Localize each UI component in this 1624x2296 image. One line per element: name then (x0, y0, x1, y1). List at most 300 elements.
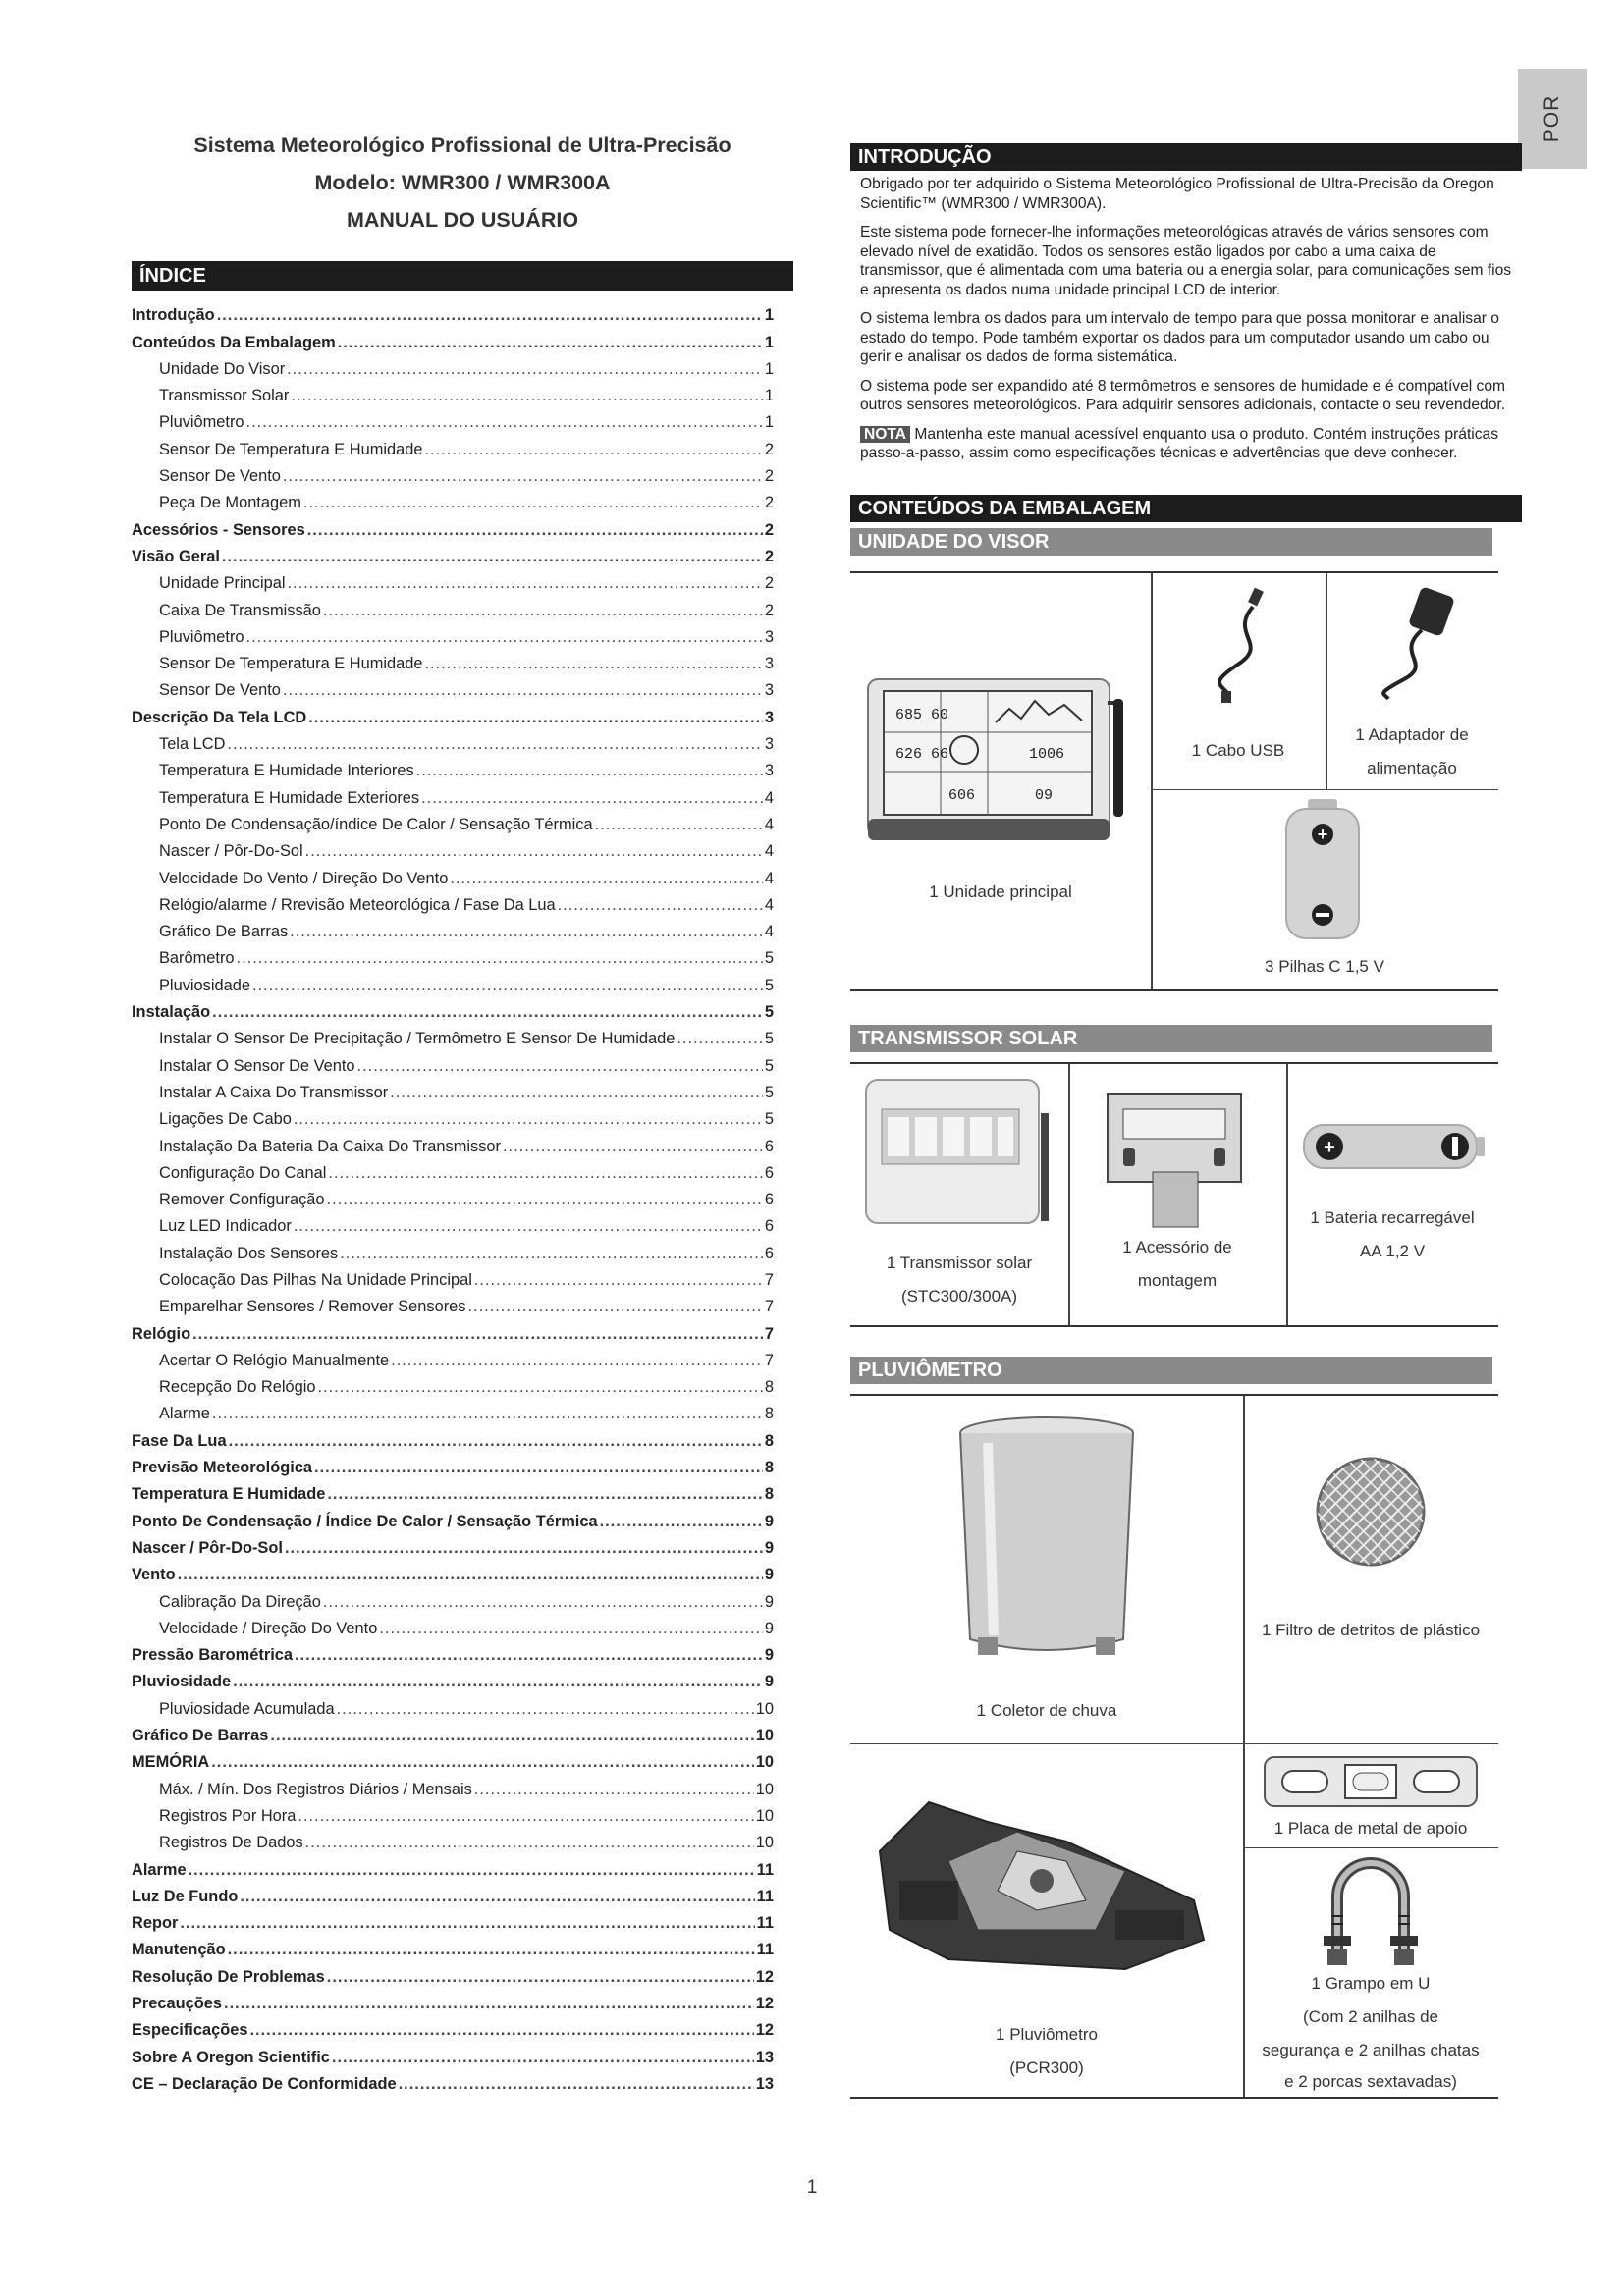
toc-entry-label: Alarme (159, 1405, 210, 1423)
toc-entry[interactable] (132, 700, 793, 726)
toc-leader-dots (337, 1700, 754, 1719)
toc-leader-dots (399, 2075, 754, 2094)
toc-entry[interactable] (132, 780, 793, 807)
toc-entry[interactable] (132, 1183, 793, 1209)
index-heading: ÍNDICE (132, 261, 793, 291)
toc-entry[interactable] (132, 1933, 793, 1959)
toc-leader-dots (323, 602, 763, 620)
toc-leader-dots (328, 1164, 762, 1183)
toc-entry-page: 7 (764, 1298, 774, 1316)
toc-entry-page: 3 (764, 735, 774, 754)
rain-collector-cell (850, 1396, 1243, 1743)
toc-entry-page: 9 (764, 1538, 774, 1557)
toc-leader-dots (227, 735, 762, 754)
toc-entry-page: 6 (764, 1191, 774, 1209)
power-adapter-label-2: alimentação (1367, 758, 1457, 777)
toc-leader-dots (246, 413, 763, 432)
toc-entry[interactable] (132, 1799, 793, 1826)
toc-entry-page: 5 (764, 1083, 774, 1101)
toc-entry-label: Relógio/alarme / Rrevisão Meteorológica / Fase Da Lua (159, 895, 556, 914)
solar-transmitter-image (862, 1074, 1058, 1231)
toc-entry[interactable] (132, 1022, 793, 1048)
toc-entry-page: 8 (764, 1405, 774, 1423)
c-batteries-label: 3 Pilhas C 1,5 V (1265, 956, 1384, 976)
toc-leader-dots (246, 628, 763, 647)
toc-entry[interactable] (132, 1826, 793, 1852)
toc-leader-dots (228, 1941, 755, 1959)
toc-entry[interactable] (132, 459, 793, 486)
toc-leader-dots (178, 1566, 763, 1584)
toc-entry-page: 11 (756, 1860, 774, 1879)
toc-entry-label: Pressão Barométrica (132, 1646, 293, 1665)
toc-entry[interactable] (132, 1048, 793, 1075)
u-clamp-label-3: segurança e 2 anilhas chatas (1262, 2040, 1480, 2059)
toc-entry-page: 5 (764, 976, 774, 994)
toc-leader-dots (327, 1968, 754, 1987)
toc-entry-label: Registros De Dados (159, 1834, 303, 1852)
toc-entry[interactable] (132, 1531, 793, 1558)
toc-entry-page: 3 (764, 627, 774, 646)
toc-entry[interactable] (132, 1987, 793, 2013)
toc-entry-label: Máx. / Mín. Dos Registros Diários / Mensais (159, 1780, 472, 1798)
toc-entry-label: Ligações De Cabo (159, 1110, 292, 1129)
toc-entry-label: Descrição Da Tela LCD (132, 708, 307, 726)
toc-entry-page: 3 (764, 762, 774, 780)
toc-entry[interactable] (132, 540, 793, 566)
toc-entry-label: CE – Declaração De Conformidade (132, 2074, 397, 2093)
lcd-reading-4: 1006 (1029, 745, 1065, 763)
toc-entry[interactable] (132, 1906, 793, 1933)
main-unit-label: 1 Unidade principal (929, 881, 1072, 901)
toc-leader-dots (391, 1352, 763, 1370)
toc-entry-label: Instalação (132, 1003, 211, 1022)
toc-entry-page: 7 (764, 1270, 774, 1289)
svg-text:+: + (1324, 1136, 1335, 1158)
toc-entry[interactable] (132, 673, 793, 700)
toc-leader-dots (294, 1217, 763, 1236)
toc-entry[interactable] (132, 1477, 793, 1504)
power-adapter-icon (1365, 585, 1463, 703)
toc-entry-page: 1 (764, 413, 774, 432)
toc-leader-dots (285, 1539, 763, 1558)
toc-leader-dots (270, 1727, 753, 1745)
power-adapter-label-1: 1 Adaptador de (1355, 724, 1469, 744)
toc-entry-label: Colocação Das Pilhas Na Unidade Principal (159, 1270, 472, 1289)
toc-entry[interactable] (132, 1236, 793, 1262)
toc-leader-dots (217, 306, 763, 325)
toc-leader-dots (327, 1191, 763, 1209)
toc-entry[interactable] (132, 1959, 793, 1986)
toc-leader-dots (211, 1753, 754, 1772)
toc-leader-dots (340, 1245, 763, 1263)
toc-entry[interactable] (132, 1612, 793, 1638)
toc-entry-label: Previsão Meteorológica (132, 1459, 313, 1477)
toc-entry[interactable] (132, 941, 793, 968)
toc-entry-page: 1 (764, 387, 774, 405)
toc-entry[interactable] (132, 512, 793, 539)
toc-entry[interactable] (132, 1370, 793, 1397)
u-clamp-label-4: e 2 porcas sextavadas) (1284, 2071, 1457, 2091)
toc-entry[interactable] (132, 1129, 793, 1155)
toc-entry-label: Gráfico De Barras (132, 1727, 269, 1745)
c-battery-icon (1278, 797, 1367, 944)
toc-entry[interactable] (132, 486, 793, 512)
intro-paragraph-1: Obrigado por ter adquirido o Sistema Meteorológico Profissional de Ultra-Precisão da Oregon Scientific™ (WMR300 / WMR300A). (860, 176, 1494, 212)
toc-entry-page: 5 (764, 1003, 774, 1022)
support-plate-image (1263, 1755, 1479, 1808)
toc-entry[interactable] (132, 1397, 793, 1423)
u-clamp-cell (1243, 1847, 1498, 2097)
toc-entry[interactable] (132, 861, 793, 887)
toc-entry-label: Caixa De Transmissão (159, 601, 321, 619)
toc-entry-label: Unidade Principal (159, 574, 286, 593)
toc-leader-dots (595, 816, 763, 834)
toc-entry-page: 2 (764, 601, 774, 619)
toc-entry[interactable] (132, 1344, 793, 1370)
product-title: Sistema Meteorológico Profissional de Ultra-Precisão (193, 133, 731, 157)
toc-entry-page: 2 (764, 574, 774, 593)
toc-entry[interactable] (132, 1880, 793, 1906)
toc-leader-dots (287, 574, 762, 593)
rain-gauge-contents-grid (850, 1394, 1498, 2099)
toc-entry-page: 3 (764, 708, 774, 726)
debris-filter-image (1314, 1455, 1428, 1569)
toc-entry-page: 2 (764, 520, 774, 539)
toc-entry-label: Instalar O Sensor De Precipitação / Termômetro E Sensor De Humidade (159, 1030, 676, 1048)
toc-entry[interactable] (132, 1584, 793, 1611)
lcd-reading-3: 606 (948, 786, 976, 804)
toc-leader-dots (357, 1057, 763, 1076)
toc-entry-page: 4 (764, 842, 774, 861)
display-unit-image (862, 673, 1127, 850)
toc-entry[interactable] (132, 1290, 793, 1316)
toc-entry-page: 5 (764, 1056, 774, 1075)
toc-entry-label: Barômetro (159, 949, 235, 968)
toc-entry-page: 2 (764, 467, 774, 486)
rain-gauge-label-2: (PCR300) (1009, 2057, 1084, 2077)
toc-entry[interactable] (132, 566, 793, 593)
toc-entry-page: 9 (764, 1619, 774, 1637)
toc-entry-label: Configuração Do Canal (159, 1163, 327, 1182)
toc-entry[interactable] (132, 727, 793, 754)
toc-entry[interactable] (132, 1451, 793, 1477)
toc-leader-dots (600, 1513, 763, 1531)
toc-entry-label: Pluviômetro (159, 627, 244, 646)
toc-entry[interactable] (132, 1076, 793, 1102)
toc-entry[interactable] (132, 1691, 793, 1718)
toc-entry-label: Conteúdos Da Embalagem (132, 333, 336, 351)
toc-entry[interactable] (132, 647, 793, 673)
toc-entry-page: 10 (755, 1699, 774, 1718)
toc-leader-dots (332, 2049, 754, 2067)
toc-leader-dots (503, 1138, 763, 1156)
toc-leader-dots (283, 467, 763, 486)
toc-leader-dots (290, 923, 763, 941)
toc-leader-dots (295, 1646, 763, 1665)
toc-entry-label: Especificações (132, 2021, 248, 2040)
lcd-reading-1: 685 60 (895, 706, 949, 723)
toc-entry[interactable] (132, 888, 793, 915)
toc-entry[interactable] (132, 1504, 793, 1530)
language-tab-label: POR (1541, 94, 1563, 143)
toc-entry-page: 2 (764, 494, 774, 512)
toc-entry-page: 7 (764, 1324, 774, 1343)
toc-leader-dots (305, 842, 763, 861)
toc-entry-page: 12 (755, 1967, 774, 1986)
toc-entry-page: 8 (764, 1459, 774, 1477)
toc-entry-label: Recepção Do Relógio (159, 1378, 316, 1397)
toc-entry-page: 13 (755, 2048, 774, 2066)
toc-entry-label: Manutenção (132, 1941, 226, 1959)
toc-entry-page: 1 (764, 333, 774, 351)
toc-entry-label: Temperatura E Humidade Interiores (159, 762, 414, 780)
u-clamp-label-2: (Com 2 anilhas de (1303, 2006, 1438, 2026)
toc-entry-page: 6 (764, 1244, 774, 1262)
toc-entry[interactable] (132, 1665, 793, 1691)
left-column (132, 130, 793, 2094)
rain-collector-image (948, 1414, 1145, 1669)
toc-leader-dots (294, 1110, 763, 1129)
toc-entry-page: 11 (756, 1941, 774, 1959)
solar-transmitter-cell (850, 1064, 1068, 1325)
toc-entry-page: 6 (764, 1137, 774, 1155)
intro-paragraph-3: O sistema lembra os dados para um intervalo de tempo para que possa monitorar e analisar o estado do tempo. Pode também exportar os dados para um computador usando um cabo ou gerir e analisar os dados de forma sistemática. (860, 310, 1499, 365)
toc-entry-label: Registros Por Hora (159, 1806, 297, 1825)
toc-entry-page: 9 (764, 1592, 774, 1611)
mounting-accessory-label-1: 1 Acessório de (1122, 1237, 1232, 1256)
nota-text: Mantenha este manual acessível enquanto usa o produto. Contém instruções práticas passo-a-passo, assim como especificações técnicas e advertências que deve conhecer. (860, 425, 1499, 461)
toc-leader-dots (305, 1834, 754, 1852)
toc-leader-dots (291, 387, 763, 405)
toc-leader-dots (314, 1459, 763, 1477)
toc-leader-dots (237, 949, 763, 968)
toc-entry-page: 8 (764, 1485, 774, 1504)
toc-entry-page: 5 (764, 949, 774, 968)
usb-cable-icon (1200, 585, 1278, 703)
toc-entry[interactable] (132, 1316, 793, 1343)
toc-entry-label: Emparelhar Sensores / Remover Sensores (159, 1298, 466, 1316)
intro-heading: INTRODUÇÃO (850, 143, 1522, 171)
toc-entry-label: Sensor De Temperatura E Humidade (159, 655, 423, 673)
nota (860, 425, 1522, 463)
toc-leader-dots (212, 1405, 763, 1423)
toc-entry-page: 5 (764, 1110, 774, 1129)
toc-leader-dots (308, 709, 763, 727)
toc-entry[interactable] (132, 1772, 793, 1798)
toc-entry-label: Repor (132, 1914, 179, 1933)
toc-entry[interactable] (132, 379, 793, 405)
toc-entry[interactable] (132, 915, 793, 941)
solar-heading: TRANSMISSOR SOLAR (850, 1025, 1492, 1052)
toc-entry-label: Transmissor Solar (159, 387, 290, 405)
toc-entry-label: Sobre A Oregon Scientific (132, 2048, 330, 2066)
toc-entry-label: Introdução (132, 306, 215, 325)
toc-leader-dots (327, 1485, 763, 1504)
toc-entry-page: 2 (764, 547, 774, 565)
toc-leader-dots (287, 360, 763, 379)
toc-entry-page: 9 (764, 1566, 774, 1584)
toc-entry-label: Acertar O Relógio Manualmente (159, 1351, 390, 1369)
toc-entry-label: Velocidade Do Vento / Direção Do Vento (159, 869, 449, 887)
page-number: 1 (806, 2177, 818, 2198)
visor-contents-grid (850, 571, 1498, 991)
toc-entry[interactable] (132, 1719, 793, 1745)
toc-entry[interactable] (132, 834, 793, 861)
lcd-reading-5: 09 (1035, 786, 1054, 804)
toc-leader-dots (249, 2021, 753, 2040)
toc-entry-page: 1 (764, 306, 774, 325)
rain-gauge-heading: PLUVIÔMETRO (850, 1357, 1492, 1384)
svg-text:+: + (1317, 824, 1328, 844)
toc-leader-dots (192, 1325, 763, 1344)
mounting-accessory-image (1098, 1084, 1255, 1231)
toc-entry-label: Instalar O Sensor De Vento (159, 1056, 355, 1075)
toc-entry[interactable] (132, 2040, 793, 2066)
toc-entry-page: 5 (764, 1030, 774, 1048)
toc-entry[interactable] (132, 754, 793, 780)
rain-gauge-image (870, 1783, 1223, 1979)
toc-leader-dots (240, 1888, 754, 1906)
toc-leader-dots (424, 655, 762, 673)
toc-entry-label: Pluviômetro (159, 413, 244, 432)
toc-entry-label: Fase Da Lua (132, 1431, 227, 1450)
toc-leader-dots (222, 548, 763, 566)
toc-leader-dots (212, 1003, 763, 1022)
language-tab (1518, 69, 1587, 169)
toc-entry[interactable] (132, 1156, 793, 1183)
toc-entry[interactable] (132, 1209, 793, 1236)
toc-entry-page: 9 (764, 1512, 774, 1530)
toc-entry-label: Alarme (132, 1860, 187, 1879)
toc-leader-dots (474, 1781, 754, 1799)
toc-leader-dots (298, 1807, 753, 1826)
toc-leader-dots (303, 494, 763, 512)
toc-entry-label: Resolução De Problemas (132, 1967, 325, 1986)
toc-entry-page: 6 (764, 1217, 774, 1236)
toc-entry[interactable] (132, 1558, 793, 1584)
toc-leader-dots (421, 789, 763, 808)
toc-entry[interactable] (132, 2013, 793, 2040)
toc-entry-label: Ponto De Condensação/índice De Calor / Sensação Térmica (159, 815, 593, 833)
u-clamp-label-1: 1 Grampo em U (1311, 1973, 1431, 1993)
toc-entry[interactable] (132, 352, 793, 379)
toc-leader-dots (317, 1378, 762, 1397)
debris-filter-cell (1243, 1396, 1498, 1743)
toc-leader-dots (379, 1620, 763, 1638)
toc-leader-dots (229, 1432, 763, 1451)
toc-entry[interactable] (132, 405, 793, 432)
toc-entry[interactable] (132, 1423, 793, 1450)
toc-entry-page: 10 (755, 1806, 774, 1825)
toc-leader-dots (677, 1030, 763, 1048)
toc-entry-label: Sensor De Vento (159, 681, 281, 700)
toc-entry-page: 10 (755, 1834, 774, 1852)
toc-leader-dots (424, 441, 762, 459)
toc-entry-label: Instalação Dos Sensores (159, 1244, 339, 1262)
toc-entry-page: 4 (764, 788, 774, 807)
toc-entry[interactable] (132, 1102, 793, 1129)
toc-entry-page: 6 (764, 1163, 774, 1182)
toc-entry[interactable] (132, 325, 793, 351)
toc-leader-dots (224, 1995, 754, 2013)
lcd-reading-2: 626 66 (895, 745, 949, 763)
toc-leader-dots (323, 1593, 763, 1612)
visor-heading: UNIDADE DO VISOR (850, 528, 1492, 556)
usb-cable-label: 1 Cabo USB (1191, 740, 1285, 760)
power-adapter-cell (1326, 573, 1498, 789)
toc-entry[interactable] (132, 432, 793, 458)
u-clamp-image (1312, 1857, 1430, 1975)
toc-entry-label: Acessórios - Sensores (132, 520, 305, 539)
mounting-accessory-label-2: montagem (1137, 1270, 1218, 1290)
usb-cable-cell (1151, 573, 1326, 789)
toc-leader-dots (233, 1673, 763, 1691)
toc-leader-dots (338, 334, 763, 352)
toc-entry[interactable] (132, 808, 793, 834)
toc-entry[interactable] (132, 995, 793, 1022)
toc-entry-label: Remover Configuração (159, 1191, 325, 1209)
toc-leader-dots (252, 977, 763, 995)
toc-entry[interactable] (132, 968, 793, 994)
toc-leader-dots (416, 762, 763, 780)
toc-entry-label: Unidade Do Visor (159, 359, 286, 378)
toc-entry-label: Luz LED Indicador (159, 1217, 292, 1236)
toc-entry-label: Ponto De Condensação / Índice De Calor / Sensação Térmica (132, 1512, 598, 1530)
toc-leader-dots (180, 1914, 754, 1933)
toc-entry[interactable] (132, 298, 793, 325)
toc-entry-label: Calibração Da Direção (159, 1592, 321, 1611)
toc-entry-label: MEMÓRIA (132, 1753, 210, 1772)
toc-entry-page: 1 (764, 359, 774, 378)
model-title: Modelo: WMR300 / WMR300A (314, 171, 611, 194)
toc-entry[interactable] (132, 2067, 793, 2094)
toc-entry-label: Relógio (132, 1324, 191, 1343)
rechargeable-battery-cell (1286, 1064, 1498, 1325)
toc-entry-label: Nascer / Pôr-Do-Sol (132, 1538, 283, 1557)
toc-entry-label: Temperatura E Humidade (132, 1485, 326, 1504)
toc-entry-page: 3 (764, 655, 774, 673)
toc-entry[interactable] (132, 620, 793, 647)
toc-leader-dots (283, 681, 763, 700)
toc-leader-dots (467, 1298, 762, 1316)
toc-leader-dots (307, 521, 763, 540)
rain-collector-label: 1 Coletor de chuva (976, 1700, 1117, 1720)
table-of-contents (132, 298, 793, 2094)
main-unit-cell (850, 573, 1151, 989)
intro-paragraph-2: Este sistema pode fornecer-lhe informações meteorológicas através de vários sensores com elevado nível de exatidão. Todos os sensores estão ligados por cabo a uma caixa de transmissor, que é alimentada com uma bateria ou a energia solar, para comunicações sem fios e apresenta os dados numa unidade principal LCD de interior. (860, 224, 1512, 298)
toc-entry-label: Instalação Da Bateria Da Caixa Do Transmissor (159, 1137, 501, 1155)
toc-entry-page: 8 (764, 1431, 774, 1450)
intro-paragraph-4: O sistema pode ser expandido até 8 termômetros e sensores de humidade e é compatível com outros sensores meteorológicos. Para adquirir sensores adicionais, contacte o seu revendedor. (860, 377, 1506, 413)
support-plate-label: 1 Placa de metal de apoio (1273, 1818, 1468, 1838)
toc-entry[interactable] (132, 1263, 793, 1290)
toc-entry-page: 8 (764, 1378, 774, 1397)
toc-entry[interactable] (132, 1852, 793, 1879)
toc-leader-dots (390, 1084, 763, 1102)
toc-entry-page: 4 (764, 815, 774, 833)
rechargeable-battery-label-2: AA 1,2 V (1359, 1241, 1426, 1260)
toc-entry-page: 10 (755, 1780, 774, 1798)
toc-entry-label: Vento (132, 1566, 176, 1584)
toc-entry-page: 10 (755, 1727, 774, 1745)
toc-entry[interactable] (132, 1745, 793, 1772)
debris-filter-label: 1 Filtro de detritos de plástico (1261, 1620, 1481, 1639)
toc-entry[interactable] (132, 593, 793, 619)
toc-entry-label: Instalar A Caixa Do Transmissor (159, 1083, 389, 1101)
toc-entry[interactable] (132, 1638, 793, 1665)
toc-entry-page: 13 (755, 2074, 774, 2093)
toc-entry-label: Peça De Montagem (159, 494, 301, 512)
